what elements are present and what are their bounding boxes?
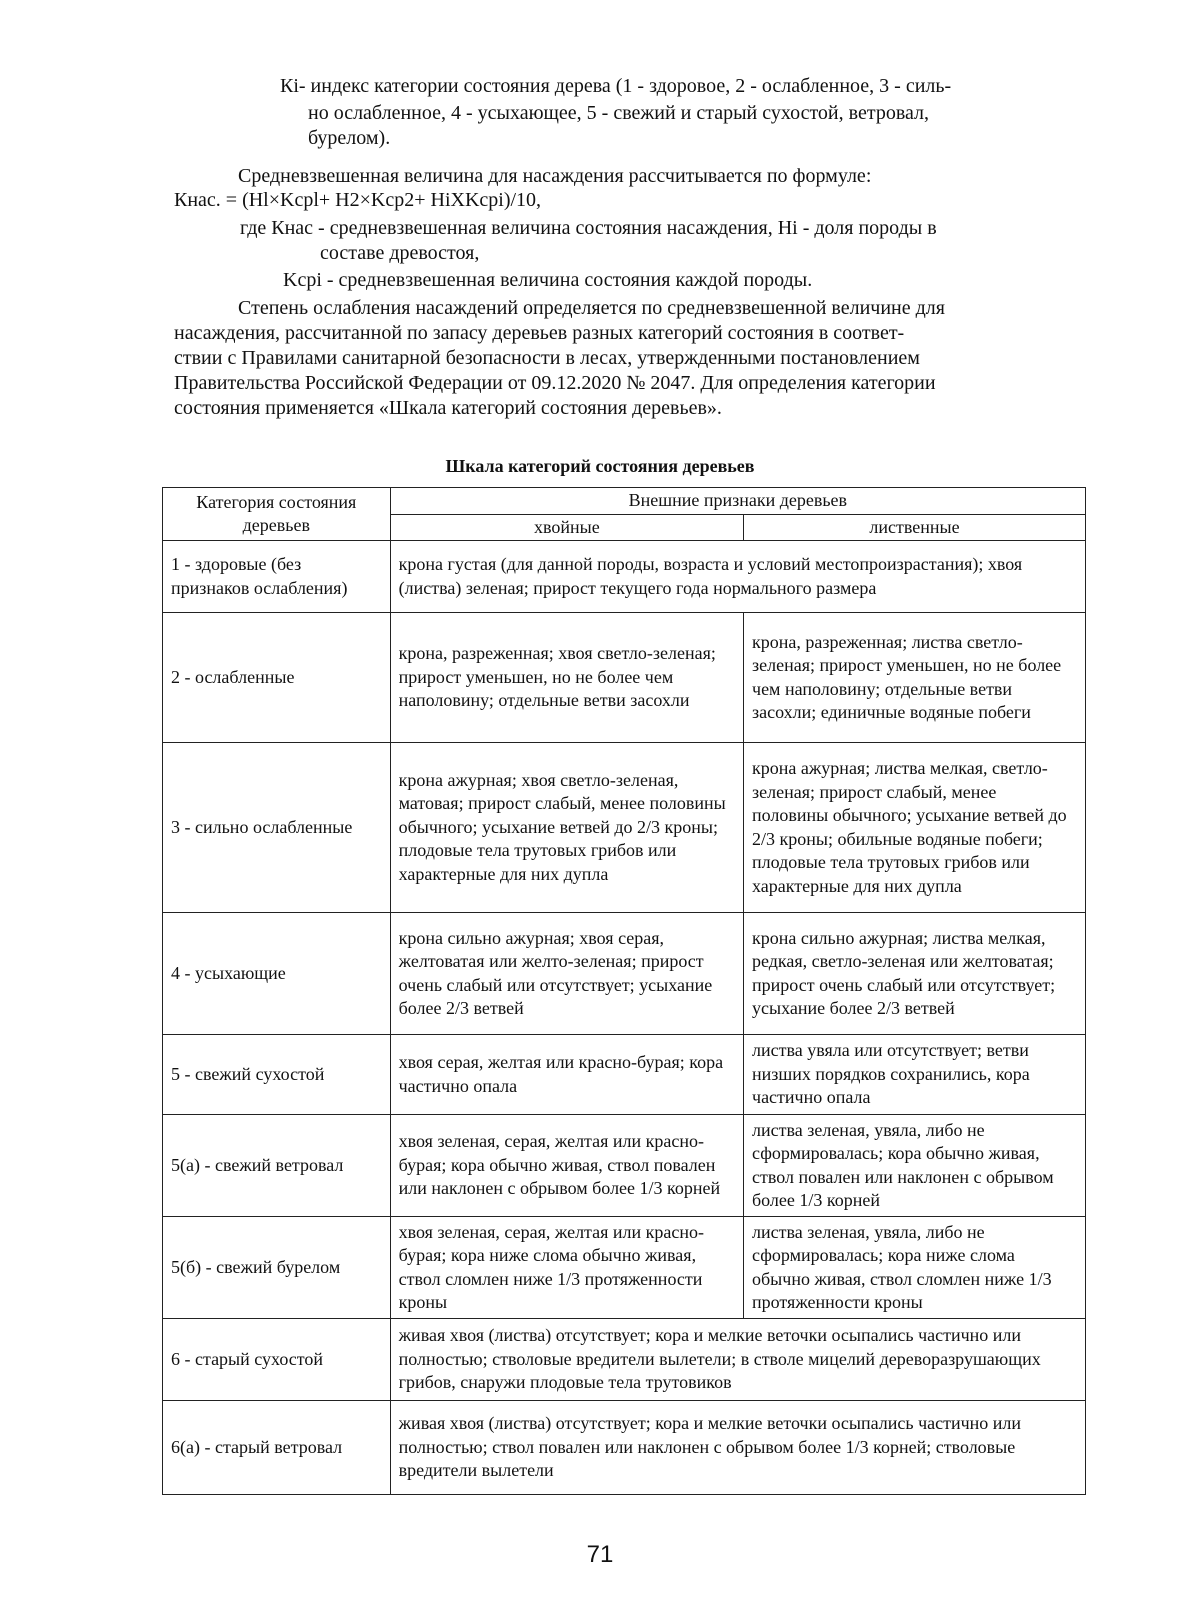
- row-category: 5(б) - свежий бурелом: [163, 1217, 391, 1319]
- table-row: [163, 1035, 1086, 1115]
- row-features-deciduous: крона ажурная; листва мелкая, светло-зеленая; прирост слабый, менее половины обычного; усыхание ветвей до 2/3 кроны; обильные водяные побеги; плодовые тела трутовых грибов или характерные для них дупла: [744, 743, 1086, 913]
- row-category: 5 - свежий сухостой: [163, 1035, 391, 1115]
- paragraph-line-5: состояния применяется «Шкала категорий состояния деревьев».: [174, 397, 722, 419]
- formula-where-line-1: где Кнас - средневзвешенная величина состояния насаждения, Hi - доля породы в: [240, 217, 937, 239]
- row-category: 1 - здоровые (без признаков ослабления): [163, 541, 391, 613]
- row-features-common: живая хвоя (листва) отсутствует; кора и мелкие веточки осыпались частично или полностью; ствол повален или наклонен с обрывом более 1/3 корней; стволовые вредители вылетели: [390, 1401, 1085, 1495]
- tree-condition-scale-table: [162, 487, 1086, 1495]
- row-category: 4 - усыхающие: [163, 913, 391, 1035]
- table-row: [163, 1217, 1086, 1319]
- ki-definition-line-1: Кi- индекс категории состояния дерева (1 - здоровое, 2 - ослабленное, 3 - силь-: [280, 75, 952, 97]
- table-header-row: [163, 488, 1086, 515]
- row-category: 3 - сильно ослабленные: [163, 743, 391, 913]
- row-features-conifer: хвоя зеленая, серая, желтая или красно-бурая; кора обычно живая, ствол повален или наклонен с обрывом более 1/3 корней: [390, 1115, 743, 1217]
- page-number: 71: [586, 1541, 614, 1568]
- paragraph-line-3: ствии с Правилами санитарной безопасности в лесах, утвержденными постановлением: [174, 347, 920, 369]
- kcpi-definition: Kсрi - средневзвешенная величина состояния каждой породы.: [283, 269, 813, 291]
- paragraph-line-4: Правительства Российской Федерации от 09.12.2020 № 2047. Для определения категории: [174, 372, 936, 394]
- table-row: [163, 1115, 1086, 1217]
- table-title: Шкала категорий состояния деревьев: [445, 456, 755, 476]
- row-features-deciduous: листва увяла или отсутствует; ветви низших порядков сохранились, кора частично опала: [744, 1035, 1086, 1115]
- row-features-common: крона густая (для данной породы, возраста и условий местопроизрастания); хвоя (листва) зеленая; прирост текущего года нормального размера: [390, 541, 1085, 613]
- row-features-conifer: крона сильно ажурная; хвоя серая, желтоватая или желто-зеленая; прирост очень слабый или отсутствует; усыхание более 2/3 ветвей: [390, 913, 743, 1035]
- row-features-conifer: крона ажурная; хвоя светло-зеленая, матовая; прирост слабый, менее половины обычного; усыхание ветвей до 2/3 кроны; плодовые тела трутовых грибов или характерные для них дупла: [390, 743, 743, 913]
- table-row: [163, 913, 1086, 1035]
- header-features: Внешние признаки деревьев: [390, 488, 1085, 515]
- formula: Кнас. = (Hl×Kсрl+ H2×Kср2+ HiХKсрi)/10,: [174, 189, 542, 211]
- table-row: [163, 613, 1086, 743]
- row-features-deciduous: крона, разреженная; листва светло-зеленая; прирост уменьшен, но не более чем наполовину; отдельные ветви засохли; единичные водяные побеги: [744, 613, 1086, 743]
- paragraph-line-2: насаждения, рассчитанной по запасу деревьев разных категорий состояния в соответ-: [174, 322, 905, 344]
- row-features-conifer: хвоя зеленая, серая, желтая или красно-бурая; кора ниже слома обычно живая, ствол сломлен ниже 1/3 протяженности кроны: [390, 1217, 743, 1319]
- row-features-deciduous: листва зеленая, увяла, либо не сформировалась; кора ниже слома обычно живая, ствол сломлен ниже 1/3 протяженности кроны: [744, 1217, 1086, 1319]
- row-category: 5(а) - свежий ветровал: [163, 1115, 391, 1217]
- ki-definition-line-3: бурелом).: [308, 127, 391, 149]
- table-row: [163, 1319, 1086, 1401]
- row-features-conifer: хвоя серая, желтая или красно-бурая; кора частично опала: [390, 1035, 743, 1115]
- row-features-conifer: крона, разреженная; хвоя светло-зеленая; прирост уменьшен, но не более чем наполовину; отдельные ветви засохли: [390, 613, 743, 743]
- header-conifer: хвойные: [390, 514, 743, 541]
- formula-intro: Средневзвешенная величина для насаждения рассчитывается по формуле:: [238, 165, 872, 187]
- paragraph-line-1: Степень ослабления насаждений определяется по средневзвешенной величине для: [238, 297, 945, 319]
- row-category: 6(а) - старый ветровал: [163, 1401, 391, 1495]
- row-category: 6 - старый сухостой: [163, 1319, 391, 1401]
- header-deciduous: лиственные: [744, 514, 1086, 541]
- ki-definition-line-2: но ослабленное, 4 - усыхающее, 5 - свежий и старый сухостой, ветровал,: [308, 102, 930, 124]
- formula-where-line-2: составе древостоя,: [320, 242, 480, 264]
- table-row: [163, 541, 1086, 613]
- row-features-deciduous: листва зеленая, увяла, либо не сформировалась; кора обычно живая, ствол повален или наклонен с обрывом более 1/3 корней: [744, 1115, 1086, 1217]
- table-row: [163, 743, 1086, 913]
- row-category: 2 - ослабленные: [163, 613, 391, 743]
- row-features-deciduous: крона сильно ажурная; листва мелкая, редкая, светло-зеленая или желтоватая; прирост очень слабый или отсутствует; усыхание более 2/3 ветвей: [744, 913, 1086, 1035]
- table-row: [163, 1401, 1086, 1495]
- row-features-common: живая хвоя (листва) отсутствует; кора и мелкие веточки осыпались частично или полностью; стволовые вредители вылетели; в стволе мицелий дереворазрушающих грибов, снаружи плодовые тела трутовиков: [390, 1319, 1085, 1401]
- header-category: Категория состояния деревьев: [163, 488, 391, 541]
